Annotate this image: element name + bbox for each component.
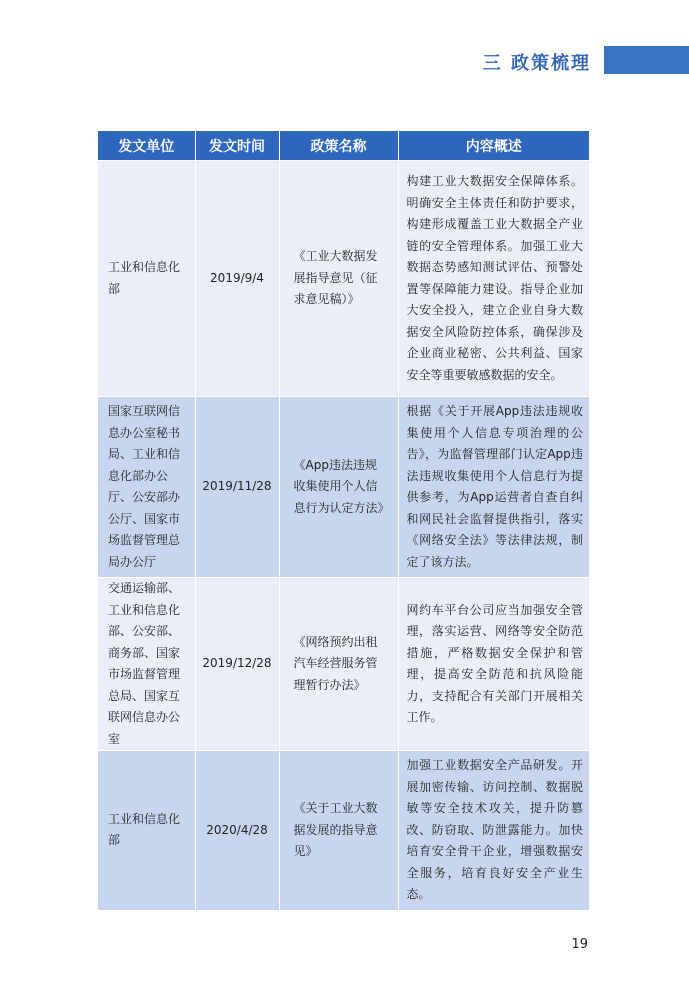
header-issuer: 发文单位 — [98, 131, 195, 161]
cell-policy-name: 《工业大数据发展指导意见（征求意见稿）》 — [279, 161, 398, 397]
table-row — [98, 161, 589, 397]
cell-summary: 构建工业大数据安全保障体系。明确安全主体责任和防护要求，构建形成覆盖工业大数据全产业链的安全管理体系。加强工业大数据态势感知测试评估、预警处置等保障能力建设。指导企业加大安全投入，建立企业自身大数据安全风险防控体系，确保涉及企业商业秘密、公共利益、国家安全等重要敏感数据的安全。 — [398, 161, 589, 397]
cell-policy-name: 《网络预约出租汽车经营服务管理暂行办法》 — [279, 578, 398, 751]
header-policy-name: 政策名称 — [279, 131, 398, 161]
section-header — [0, 46, 689, 76]
header-date: 发文时间 — [195, 131, 279, 161]
page-number: 19 — [571, 937, 588, 952]
cell-policy-name: 《App违法违规收集使用个人信息行为认定方法》 — [279, 397, 398, 578]
section-accent-bar — [604, 46, 689, 74]
cell-date: 2020/4/28 — [195, 751, 279, 910]
cell-policy-name: 《关于工业大数据发展的指导意见》 — [279, 751, 398, 910]
cell-issuer: 国家互联网信息办公室秘书局、工业和信息化部办公厅、公安部办公厅、国家市场监督管理总局办公厅 — [98, 397, 195, 578]
cell-summary: 网约车平台公司应当加强安全管理，落实运营、网络等安全防范措施，严格数据安全保护和管理，提高安全防范和抗风险能力，支持配合有关部门开展相关工作。 — [398, 578, 589, 751]
cell-date: 2019/12/28 — [195, 578, 279, 751]
table-row — [98, 578, 589, 751]
cell-summary: 加强工业数据安全产品研发。开展加密传输、访问控制、数据脱敏等安全技术攻关，提升防篡改、防窃取、防泄露能力。加快培育安全骨干企业，增强数据安全服务，培育良好安全产业生态。 — [398, 751, 589, 910]
cell-date: 2019/11/28 — [195, 397, 279, 578]
cell-issuer: 交通运输部、工业和信息化部、公安部、商务部、国家市场监督管理总局、国家互联网信息办公室 — [98, 578, 195, 751]
table-row — [98, 751, 589, 910]
table-row — [98, 397, 589, 578]
cell-issuer: 工业和信息化部 — [98, 751, 195, 910]
cell-date: 2019/9/4 — [195, 161, 279, 397]
table-header-row — [98, 131, 589, 161]
header-summary: 内容概述 — [398, 131, 589, 161]
cell-issuer: 工业和信息化部 — [98, 161, 195, 397]
section-title: 三 政策梳理 — [482, 53, 591, 74]
policy-table — [98, 131, 589, 910]
cell-summary: 根据《关于开展App违法违规收集使用个人信息专项治理的公告》，为监督管理部门认定App违法违规收集使用个人信息行为提供参考，为App运营者自查自纠和网民社会监督提供指引，落实《网络安全法》等法律法规，制定了该方法。 — [398, 397, 589, 578]
